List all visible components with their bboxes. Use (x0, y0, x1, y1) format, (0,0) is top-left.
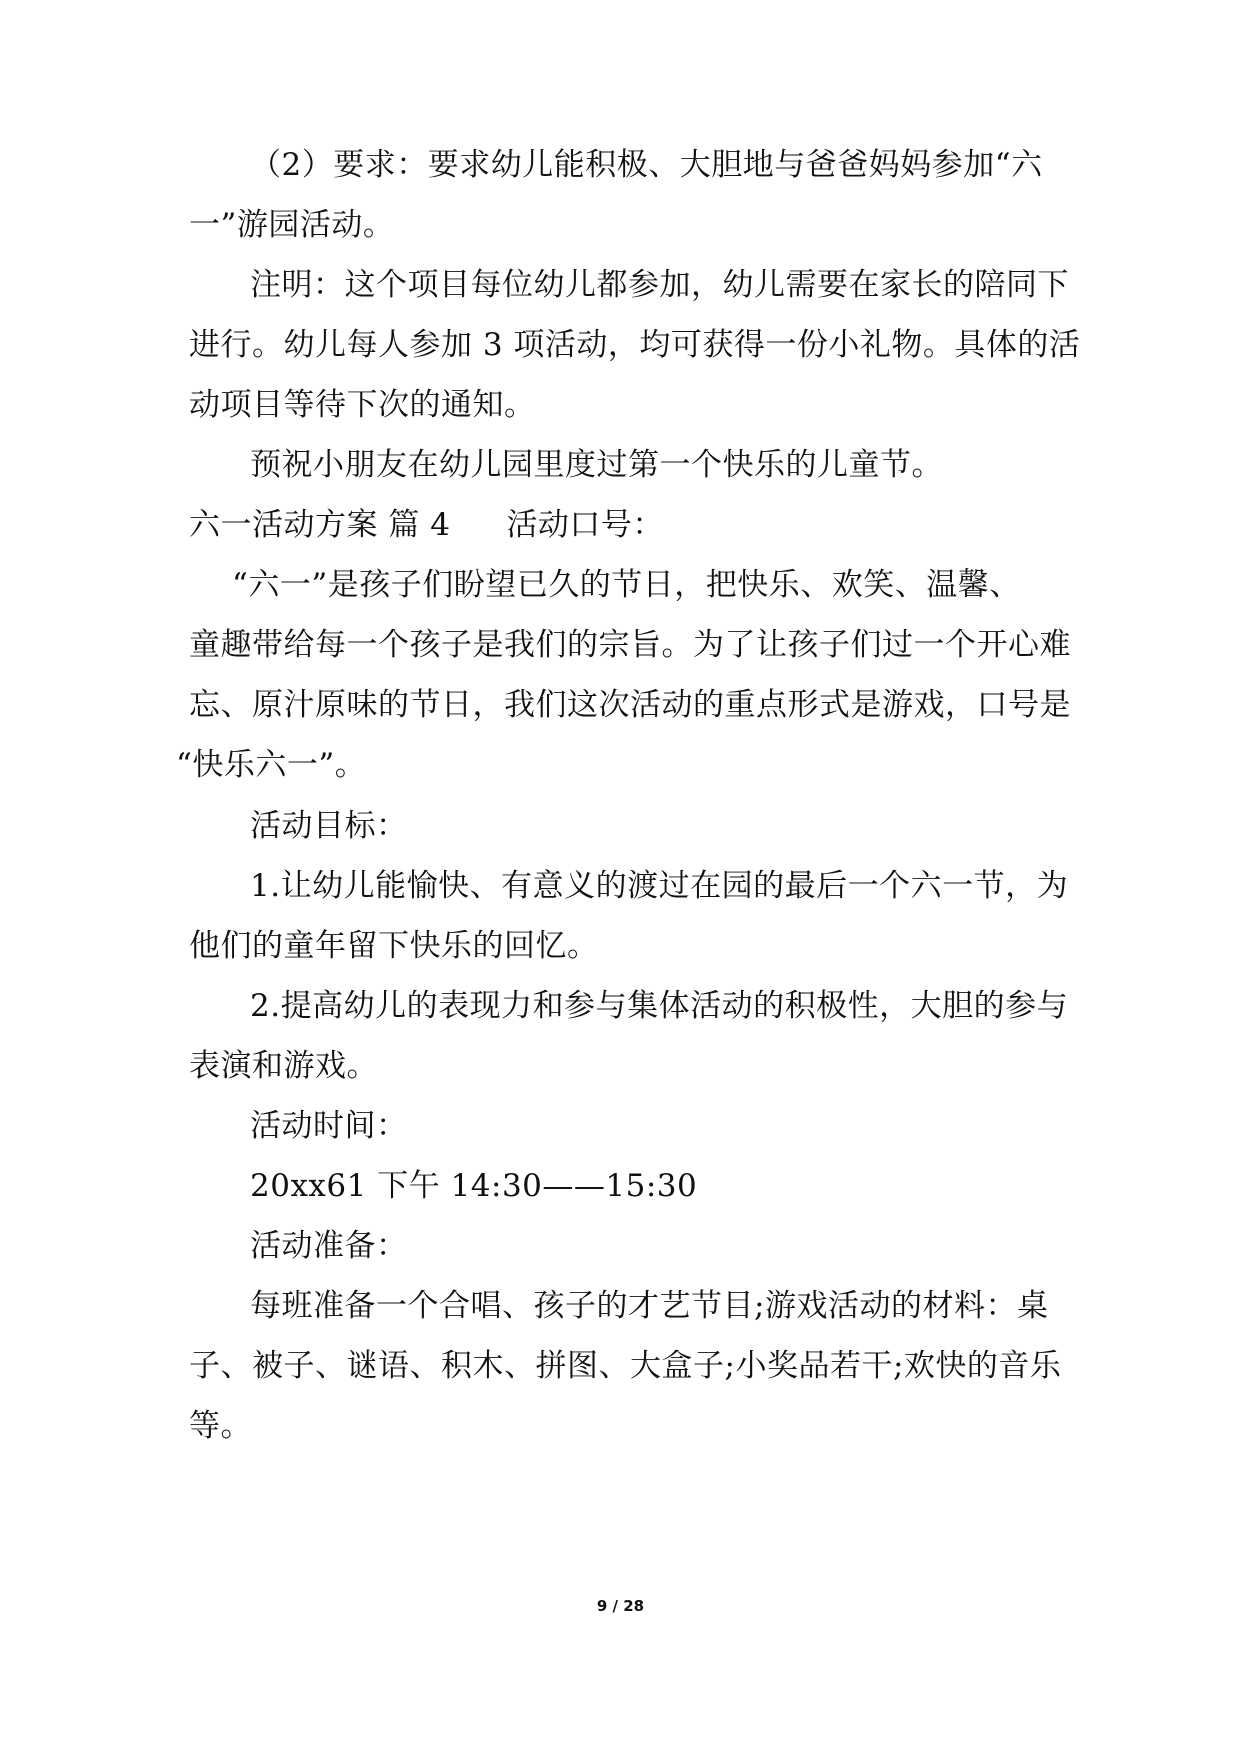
paragraph-line: 活动准备： (250, 1228, 408, 1264)
paragraph-line: 子、被子、谜语、积木、拼图、大盒子;小奖品若干;欢快的音乐 (189, 1348, 1062, 1384)
paragraph-line: 一”游园活动。 (189, 207, 395, 243)
paragraph-line: “六一”是孩子们盼望已久的节日，把快乐、欢笑、温馨、 (232, 567, 1021, 603)
paragraph-line: 活动时间： (250, 1108, 408, 1144)
paragraph-line: 进行。幼儿每人参加 3 项活动，均可获得一份小礼物。具体的活 (189, 327, 1081, 363)
paragraph-line: 童趣带给每一个孩子是我们的宗旨。为了让孩子们过一个开心难 (189, 627, 1071, 663)
paragraph-line: 动项目等待下次的通知。 (189, 387, 536, 423)
section-heading (189, 505, 664, 545)
section-title: 六一活动方案 篇 4 (189, 507, 451, 543)
paragraph-line: 预祝小朋友在幼儿园里度过第一个快乐的儿童节。 (250, 447, 943, 483)
paragraph-line: 他们的童年留下快乐的回忆。 (189, 928, 599, 964)
paragraph-line: 注明：这个项目每位幼儿都参加，幼儿需要在家长的陪同下 (250, 267, 1069, 303)
paragraph-line: 2.提高幼儿的表现力和参与集体活动的积极性，大胆的参与 (250, 988, 1069, 1024)
paragraph-line: （2）要求：要求幼儿能积极、大胆地与爸爸妈妈参加“六 (250, 147, 1043, 183)
paragraph-line: “快乐六一”。 (176, 747, 367, 783)
paragraph-line: 20xx61 下午 14:30——15:30 (250, 1168, 698, 1204)
section-subtitle: 活动口号： (506, 507, 664, 543)
paragraph-line: 每班准备一个合唱、孩子的才艺节目;游戏活动的材料：桌 (250, 1288, 1049, 1324)
paragraph-line: 活动目标： (250, 808, 408, 844)
paragraph-line: 等。 (189, 1408, 252, 1444)
paragraph-line: 表演和游戏。 (189, 1048, 378, 1084)
paragraph-line: 忘、原汁原味的节日，我们这次活动的重点形式是游戏，口号是 (189, 687, 1071, 723)
paragraph-line: 1.让幼儿能愉快、有意义的渡过在园的最后一个六一节，为 (250, 868, 1069, 904)
page-number: 9 / 28 (596, 1597, 645, 1615)
